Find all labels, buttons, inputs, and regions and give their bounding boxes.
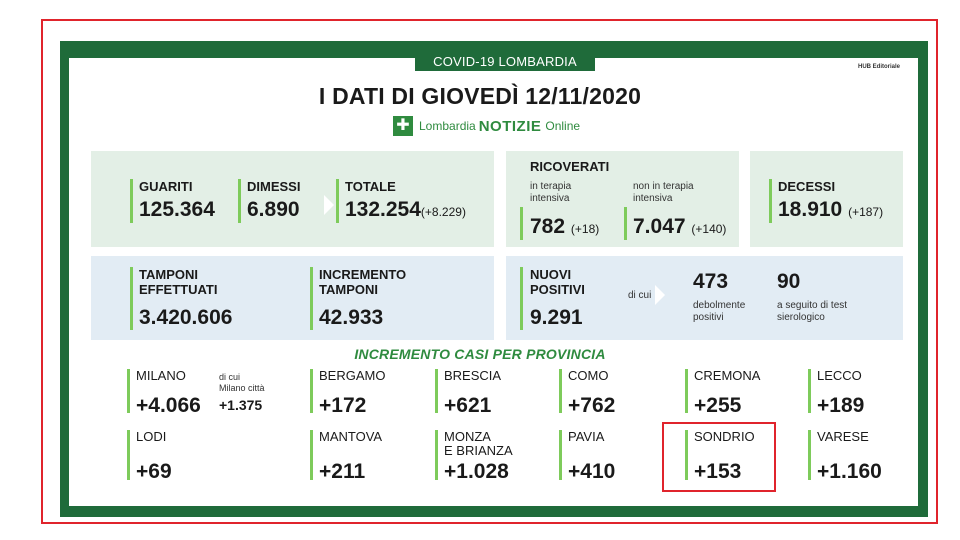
province-name: VARESE — [817, 429, 869, 444]
province-value: +1.160 — [817, 460, 882, 483]
decessi-bar — [769, 179, 772, 223]
varese-bar — [808, 430, 811, 480]
tamponi-label-2: EFFETTUATI — [139, 282, 218, 297]
nuovi-label-2: POSITIVI — [530, 282, 585, 297]
province-value: +621 — [444, 394, 492, 417]
province-name: BERGAMO — [319, 368, 386, 383]
lecco-bar — [808, 369, 811, 413]
province-value: +4.066 — [136, 394, 201, 417]
brescia-bar — [435, 369, 438, 413]
nuovi-bar — [520, 267, 523, 330]
dicui-label: di cui — [628, 290, 652, 301]
totale-value: 132.254(+8.229) — [345, 198, 466, 221]
guariti-label: GUARITI — [139, 179, 193, 194]
province-name-2: E BRIANZA — [444, 443, 513, 458]
province-value: +69 — [136, 460, 172, 483]
province-value: +189 — [817, 394, 865, 417]
mantova-bar — [310, 430, 313, 480]
province-name: CREMONA — [694, 368, 761, 383]
province-name: MONZA — [444, 429, 491, 444]
ti-label-2: intensiva — [530, 193, 570, 204]
milano-sub-l2: Milano città — [219, 383, 265, 393]
debolmente-label-2: positivi — [693, 312, 724, 323]
tamponi-label-1: TAMPONI — [139, 267, 198, 282]
incremento-bar — [310, 267, 313, 330]
ricoverati-label: RICOVERATI — [530, 159, 610, 174]
province-name: PAVIA — [568, 429, 605, 444]
milano-bar — [127, 369, 130, 413]
totale-bar — [336, 179, 339, 223]
nti-bar — [624, 207, 627, 240]
cross-icon: ✚ — [393, 116, 413, 136]
province-name: LODI — [136, 429, 167, 444]
province-name: MANTOVA — [319, 429, 383, 444]
totale-delta: (+8.229) — [420, 205, 466, 219]
lodi-bar — [127, 430, 130, 480]
cremona-bar — [685, 369, 688, 413]
debolmente-value: 473 — [693, 270, 729, 293]
bergamo-bar — [310, 369, 313, 413]
nti-label-1: non in terapia — [633, 181, 694, 192]
sierologico-label-1: a seguito di test — [777, 300, 848, 311]
milano-sub-l1: di cui — [219, 372, 241, 382]
province-name: BRESCIA — [444, 368, 502, 383]
logo-text-online: Online — [545, 119, 581, 133]
incremento-label-2: TAMPONI — [319, 282, 378, 297]
decessi-value: 18.910 (+187) — [778, 198, 884, 221]
decessi-label: DECESSI — [778, 179, 836, 194]
arrow-icon — [655, 285, 665, 305]
province-value: +762 — [568, 394, 616, 417]
ti-value: 782 (+18) — [530, 215, 600, 238]
nuovi-value: 9.291 — [530, 306, 583, 329]
province-value: +410 — [568, 460, 616, 483]
logo-text-notizie: NOTIZIE — [478, 117, 542, 135]
page-title: I DATI DI GIOVEDÌ 12/11/2020 — [318, 83, 642, 109]
sierologico-value: 90 — [777, 270, 801, 293]
section-title: INCREMENTO CASI PER PROVINCIA — [354, 346, 606, 362]
totale-label: TOTALE — [345, 179, 396, 194]
hub-label: HUB Editoriale — [858, 64, 901, 70]
dimessi-label: DIMESSI — [247, 179, 301, 194]
debolmente-label-1: debolmente — [693, 300, 746, 311]
como-bar — [559, 369, 562, 413]
province-name: COMO — [568, 368, 609, 383]
banner: COVID-19 LOMBARDIA — [415, 53, 595, 71]
incremento-label-1: INCREMENTO — [319, 267, 407, 282]
province-value: +172 — [319, 394, 367, 417]
province-value: +153 — [694, 460, 742, 483]
province-name: LECCO — [817, 368, 862, 383]
province-name: SONDRIO — [694, 429, 755, 444]
dimessi-bar — [238, 179, 241, 223]
monza-bar — [435, 430, 438, 480]
nti-value: 7.047 (+140) — [633, 215, 727, 238]
sondrio-highlight — [662, 422, 776, 492]
guariti-bar — [130, 179, 133, 223]
pavia-bar — [559, 430, 562, 480]
milano-city-value: +1.375 — [219, 397, 263, 413]
nti-label-2: intensiva — [633, 193, 673, 204]
logo — [393, 116, 580, 136]
ti-bar — [520, 207, 523, 240]
ti-delta: (+18) — [570, 222, 600, 236]
province-value: +1.028 — [444, 460, 509, 483]
tamponi-value: 3.420.606 — [139, 306, 233, 329]
nuovi-label-1: NUOVI — [530, 267, 572, 282]
arrow-icon — [324, 195, 334, 215]
guariti-value: 125.364 — [139, 198, 215, 221]
incremento-value: 42.933 — [319, 306, 384, 329]
logo-text-region: Lombardia — [419, 119, 476, 133]
province-value: +255 — [694, 394, 742, 417]
decessi-delta: (+187) — [848, 205, 884, 219]
province-name: MILANO — [136, 368, 186, 383]
sierologico-label-2: sierologico — [777, 312, 825, 323]
tamponi-bar — [130, 267, 133, 330]
dimessi-value: 6.890 — [247, 198, 300, 221]
nti-delta: (+140) — [691, 222, 727, 236]
ti-label-1: in terapia — [530, 181, 572, 192]
province-value: +211 — [319, 460, 366, 483]
